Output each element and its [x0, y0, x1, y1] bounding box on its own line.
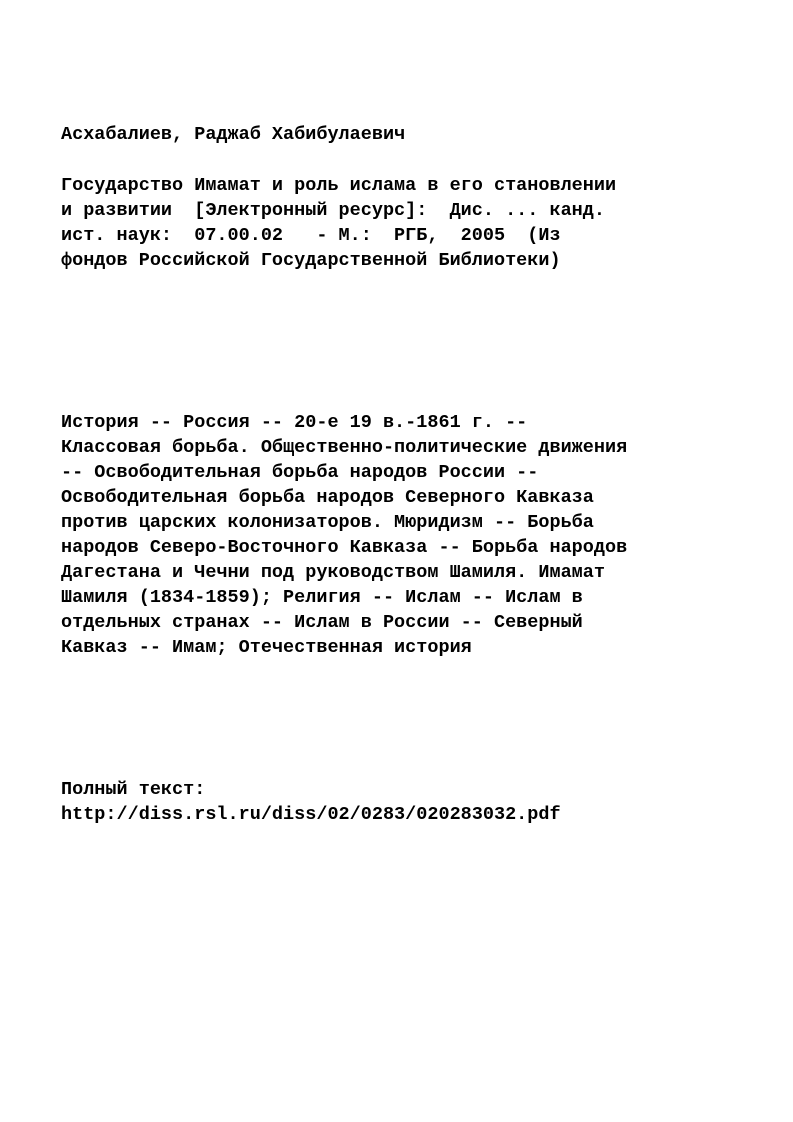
subject-line: Освободительная борьба народов Северного Кавказа [61, 487, 594, 508]
author-name: Асхабалиев, Раджаб Хабибулаевич [61, 124, 406, 145]
subject-line: Классовая борьба. Общественно-политические движения [61, 437, 628, 458]
subject-line: Шамиля (1834-1859); Религия -- Ислам -- Ислам в [61, 587, 583, 608]
title-line: ист. наук: 07.00.02 - М.: РГБ, 2005 (Из [61, 225, 561, 246]
subject-line: История -- Россия -- 20-е 19 в.-1861 г. -- [61, 412, 528, 433]
subject-line: Дагестана и Чечни под руководством Шамиля. Имамат [61, 562, 605, 583]
fulltext-label: Полный текст: [61, 779, 206, 800]
subject-line: отдельных странах -- Ислам в России -- Северный [61, 612, 583, 633]
title-line: и развитии [Электронный ресурс]: Дис. ... канд. [61, 200, 605, 221]
subject-line: -- Освободительная борьба народов России -- [61, 462, 539, 483]
fulltext-url: http://diss.rsl.ru/diss/02/0283/020283032.pdf [61, 804, 561, 825]
subject-line: Кавказ -- Имам; Отечественная история [61, 637, 472, 658]
title-line: Государство Имамат и роль ислама в его становлении [61, 175, 617, 196]
subject-line: против царских колонизаторов. Мюридизм -- Борьба [61, 512, 594, 533]
subject-line: народов Северо-Восточного Кавказа -- Борьба народов [61, 537, 628, 558]
title-line: фондов Российской Государственной Библиотеки) [61, 250, 561, 271]
